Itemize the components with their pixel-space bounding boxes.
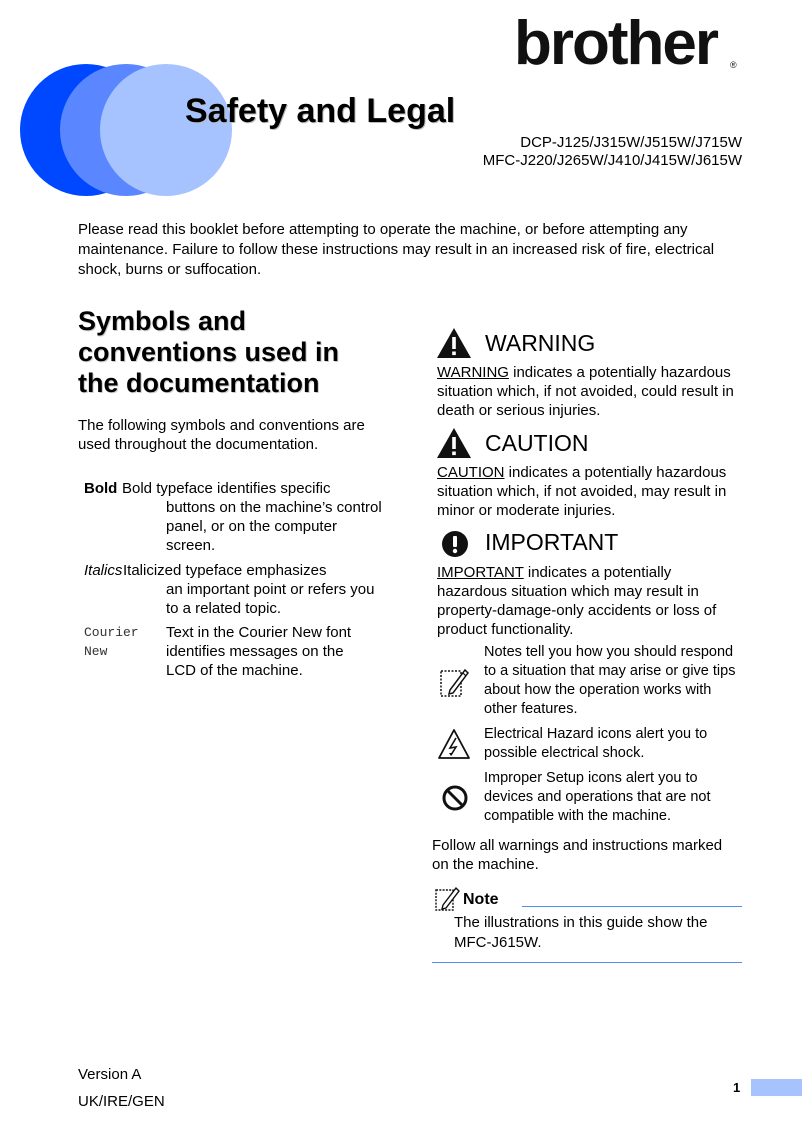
note-divider-top xyxy=(522,906,742,907)
note-label: Note xyxy=(463,891,499,908)
improper-icon-description: Improper Setup icons alert you to devices and operations that are not compatible with the machine. xyxy=(484,770,711,824)
caution-description: indicates a potentially hazardous situation which, if not avoided, may result in minor or moderate injuries. xyxy=(437,464,727,519)
brother-logo: brother xyxy=(514,9,717,78)
follow-instructions: Follow all warnings and instructions marked on the machine. xyxy=(432,837,723,873)
electrical-hazard-icon xyxy=(437,728,473,764)
section-heading-line-3: the documentation xyxy=(78,368,320,398)
models-line-1: DCP-J125/J315W/J515W/J715W xyxy=(520,134,742,151)
convention-term-bold: Bold xyxy=(84,480,118,497)
page-number: 1 xyxy=(733,1080,741,1095)
electrical-icon-description: Electrical Hazard icons alert you to possible electrical shock. xyxy=(484,726,708,761)
model-list xyxy=(483,134,742,170)
caution-keyword: CAUTION xyxy=(437,464,505,481)
warning-text xyxy=(437,363,742,420)
note-text: The illustrations in this guide show the MFC-J615W. xyxy=(454,914,708,951)
important-text xyxy=(437,563,742,639)
footer-version: Version A xyxy=(78,1066,142,1083)
notes-icon-description: Notes tell you how you should respond to a situation that may arise or give tips about how the operation works with other features. xyxy=(484,644,736,717)
caution-heading: CAUTION xyxy=(485,430,589,456)
courier-term-line-1: Courier xyxy=(84,625,139,640)
note-divider-bottom xyxy=(432,962,742,963)
page-tab-bar xyxy=(751,1079,802,1096)
convention-def-bold-rest: buttons on the machine’s control panel, or on the computer screen. xyxy=(166,499,382,554)
convention-def-courier: Text in the Courier New font identifies messages on the LCD of the machine. xyxy=(166,624,352,679)
section-heading-line-2: conventions used in xyxy=(78,337,340,367)
footer-region: UK/IRE/GEN xyxy=(78,1093,165,1110)
convention-term-italics: Italics xyxy=(84,562,123,579)
caution-text xyxy=(437,463,742,520)
registered-mark: ® xyxy=(730,60,737,70)
convention-def-italics-first: Italicized typeface emphasizes xyxy=(123,562,327,579)
warning-triangle-icon xyxy=(436,327,472,363)
convention-def-bold-first: Bold typeface identifies specific xyxy=(122,480,331,497)
warning-keyword: WARNING xyxy=(437,364,509,381)
section-heading-line-1: Symbols and xyxy=(78,306,247,336)
section-heading xyxy=(78,306,378,399)
section-lead: The following symbols and conventions are used throughout the documentation. xyxy=(78,417,365,453)
courier-term-line-2: New xyxy=(84,644,108,659)
important-keyword: IMPORTANT xyxy=(437,564,524,581)
convention-def-italics-rest: an important point or refers you to a related topic. xyxy=(166,581,375,617)
warning-heading: WARNING xyxy=(485,330,596,356)
intro-paragraph: Please read this booklet before attempting to operate the machine, or before attempting any maintenance. Failure to follow these instructions may result in an increased risk of fire, electrical shock, burns or suffocation. xyxy=(78,221,715,278)
note-pencil-icon xyxy=(438,666,474,702)
convention-term-courier xyxy=(84,623,139,661)
important-heading: IMPORTANT xyxy=(485,529,619,555)
note-box-pencil-icon xyxy=(434,885,462,913)
important-exclamation-icon xyxy=(441,530,477,566)
prohibited-icon xyxy=(441,784,477,820)
warning-description: indicates a potentially hazardous situation which, if not avoided, could result in death or serious injuries. xyxy=(437,364,734,419)
models-line-2: MFC-J220/J265W/J410/J415W/J615W xyxy=(482,152,742,169)
caution-triangle-icon xyxy=(436,427,472,463)
important-description: indicates a potentially hazardous situation which may result in property-damage-only accidents or loss of product functionality. xyxy=(437,564,717,638)
page-title: Safety and Legal xyxy=(185,92,456,130)
